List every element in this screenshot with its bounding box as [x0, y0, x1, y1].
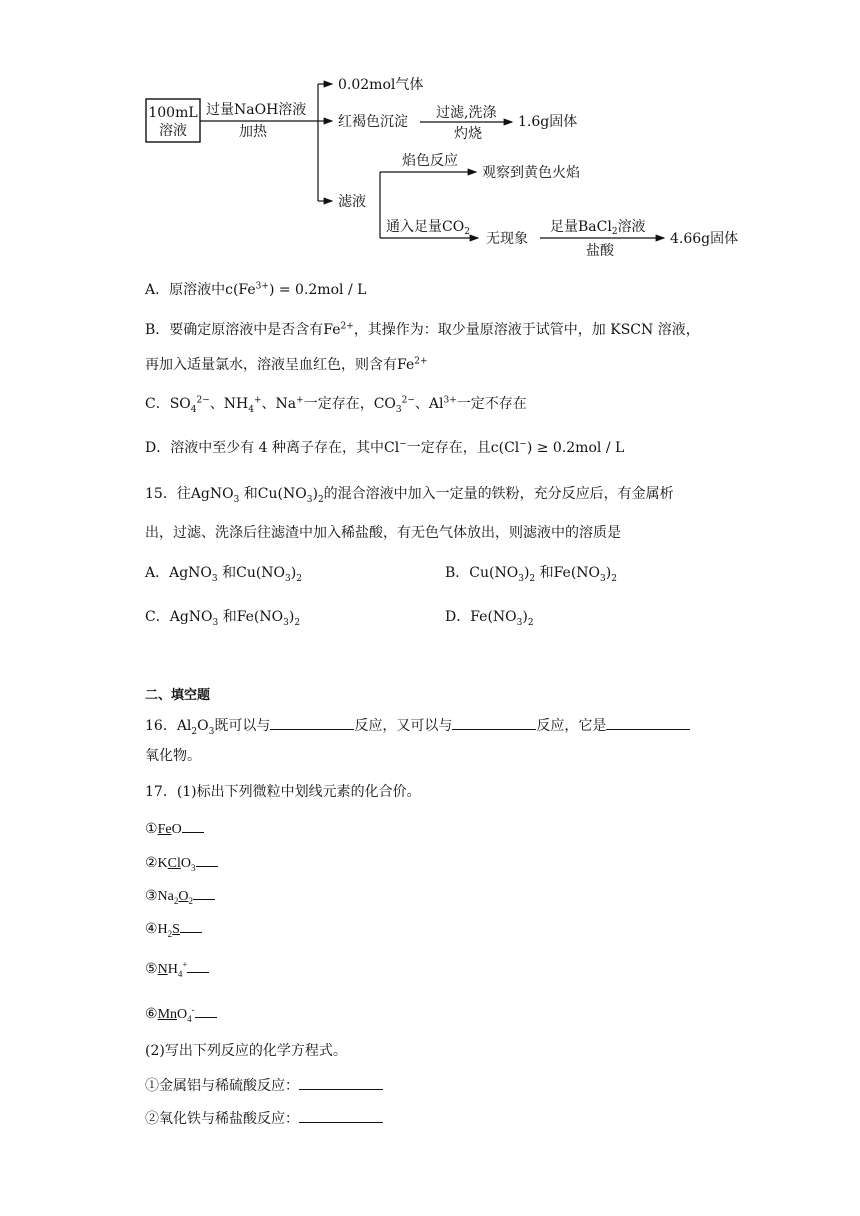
q16-line2: 氧化物。: [145, 748, 201, 764]
q14-option-b-line1: B．要确定原溶液中是否含有$Fe^{2+}$，其操作为：取少量原溶液于试管中，加 KSCN 溶液，: [145, 321, 700, 338]
q17-reaction-2: ②氧化铁与稀盐酸反应：: [145, 1108, 383, 1129]
blank[interactable]: [299, 1075, 383, 1090]
blank[interactable]: [193, 885, 215, 900]
q17-title: 17．(1)标出下列微粒中划线元素的化合价。: [145, 784, 421, 800]
filter-label: 过滤,洗涤: [436, 105, 497, 121]
blank[interactable]: [182, 818, 204, 833]
heat-label: 加热: [239, 124, 267, 140]
blank[interactable]: [195, 1003, 217, 1018]
q17-item-3: $③Na_2O_2$: [145, 885, 215, 907]
flow-diagram: [0, 0, 860, 260]
q15-stem-line1: 15．往AgNO$_3$ 和$Cu(NO_3)_2$的混合溶液中加入一定量的铁粉，充分反应后，有金属析: [145, 486, 674, 505]
q17-item-5: $⑤NH_4^+$: [145, 958, 209, 980]
flame-result: 观察到黄色火焰: [482, 165, 580, 181]
q15-option-b: B．$Cu(NO_3)_2$ 和$Fe(NO_3)_2$: [445, 565, 617, 584]
blank[interactable]: [187, 958, 209, 973]
filtrate-label: 滤液: [338, 194, 366, 210]
q15-option-c: C．AgNO$_3$ 和$Fe(NO_3)_2$: [145, 609, 301, 628]
q14-option-b-line2: 再加入适量氯水，溶液呈血红色，则含有$Fe^{2+}$: [145, 356, 428, 373]
q14-option-c: C．$SO_4^{2-}$、$NH_4^+$、Na+一定存在，$CO_3^{2-}$、$Al^{3+}$一定不存在: [145, 395, 527, 415]
q17-item-4: $④H_2S$: [145, 918, 202, 940]
solid1-label: 1.6g固体: [518, 114, 578, 130]
solid2-label: 4.66g固体: [670, 231, 739, 247]
precipitate-label: 红褐色沉淀: [338, 114, 408, 130]
box-line2: 溶液: [159, 123, 187, 139]
blank[interactable]: [299, 1108, 383, 1123]
blank[interactable]: [452, 715, 536, 730]
box-line1: 100mL: [148, 105, 198, 121]
burn-label: 灼烧: [454, 126, 482, 142]
hcl-label: 盐酸: [586, 243, 614, 259]
naoh-label: 过量NaOH溶液: [206, 102, 307, 118]
q14-option-a: A．原溶液中$c(Fe^{3+}) = 0.2mol / L$: [145, 281, 367, 298]
q17-reaction-1: ①金属铝与稀硫酸反应：: [145, 1075, 383, 1096]
gas-label: 0.02mol气体: [338, 77, 424, 93]
q16-line1: 16．$Al_2O_3$既可以与 反应，又可以与 反应，它是: [145, 715, 690, 736]
blank[interactable]: [270, 715, 354, 730]
q14-option-d: D．溶液中至少有 4 种离子存在，其中Cl−一定存在，且c(Cl−) ≥ 0.2mol / L: [145, 439, 625, 456]
q17-item-6: ⑥MnO$_4$-: [145, 1003, 217, 1025]
section-heading: 二、填空题: [145, 688, 211, 703]
flame-label: 焰色反应: [402, 153, 458, 169]
bacl2-label: 足量BaCl$_2$溶液: [550, 219, 646, 237]
q17-item-2: ②KClO$_3$: [145, 852, 218, 874]
q17-part2: (2)写出下列反应的化学方程式。: [145, 1043, 347, 1059]
q15-stem-line2: 出，过滤、洗涤后往滤渣中加入稀盐酸，有无色气体放出，则滤液中的溶质是: [145, 525, 621, 541]
blank[interactable]: [196, 852, 218, 867]
blank[interactable]: [180, 918, 202, 933]
q17-item-1: ①FeO: [145, 818, 204, 840]
q15-option-d: D．$Fe(NO_3)_2$: [445, 609, 534, 628]
blank[interactable]: [606, 715, 690, 730]
co2-label: 通入足量$CO_2$: [386, 219, 470, 237]
no-change-label: 无现象: [486, 231, 528, 247]
q15-option-a: A．AgNO$_3$ 和$Cu(NO_3)_2$: [145, 565, 302, 584]
